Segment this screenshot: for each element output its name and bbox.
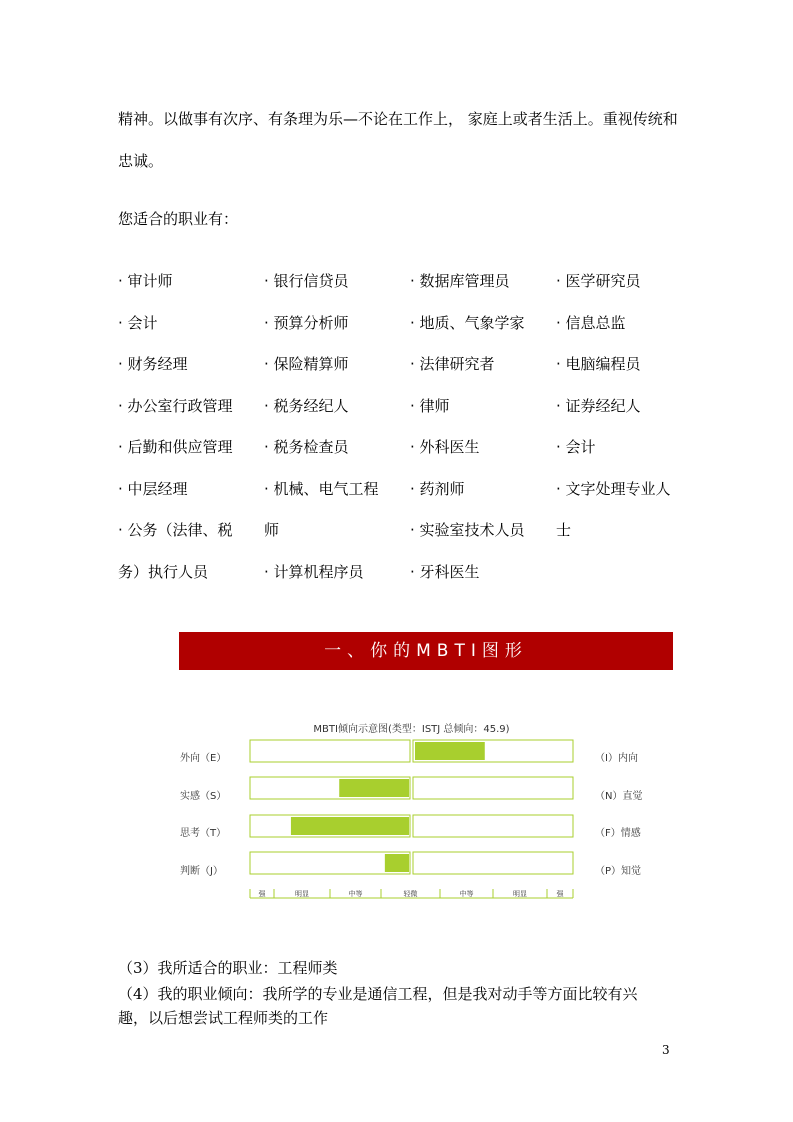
career-item: · 办公室行政管理	[118, 397, 233, 415]
careers-heading: 您适合的职业有：	[118, 210, 239, 228]
chart-track-right	[413, 815, 573, 837]
chart-scale-label: 强	[258, 890, 266, 898]
chart-track-left	[250, 852, 410, 874]
career-item: · 会计	[556, 438, 596, 456]
career-item: 务）执行人员	[118, 563, 209, 581]
chart-left-label: 判断（J）	[180, 866, 223, 877]
chart-scale-label: 明显	[295, 890, 309, 898]
chart-track-right	[413, 740, 573, 762]
chart-track-right	[413, 777, 573, 799]
career-item: · 后勤和供应管理	[118, 438, 233, 456]
career-item: · 税务经纪人	[264, 397, 349, 415]
chart-scale-label: 明显	[513, 890, 527, 898]
career-item: · 证券经纪人	[556, 397, 641, 415]
chart-track-left	[250, 740, 410, 762]
chart-right-label: （N）直觉	[595, 791, 643, 802]
chart-track-right	[413, 852, 573, 874]
career-item: · 税务检查员	[264, 438, 349, 456]
chart-scale-label: 强	[556, 890, 564, 898]
career-item: · 公务（法律、税	[118, 521, 233, 539]
career-item: · 审计师	[118, 272, 173, 290]
chart-left-label: 实感（S）	[180, 791, 227, 802]
conclusion-line-2: （4）我的职业倾向：我所学的专业是通信工程，但是我对动手等方面比较有兴	[118, 985, 638, 1003]
conclusion-line-1: （3）我所适合的职业：工程师类	[118, 959, 338, 977]
chart-left-label: 思考（T）	[180, 828, 227, 839]
chart-right-label: （P）知觉	[595, 866, 642, 877]
career-item: · 实验室技术人员	[410, 521, 525, 539]
chart-title: MBTI倾向示意图(类型：ISTJ 总倾向：45.9)	[313, 724, 510, 735]
chart-track-left	[250, 777, 410, 799]
chart-scale-label: 轻微	[403, 890, 418, 898]
career-item: · 地质、气象学家	[410, 314, 525, 332]
chart-bar-e-i	[415, 742, 485, 760]
chart-scale-label: 中等	[348, 890, 363, 898]
chart-right-label: （F）情感	[595, 828, 641, 839]
career-item: · 保险精算师	[264, 355, 349, 373]
career-item: · 医学研究员	[556, 272, 641, 290]
career-item: 士	[556, 521, 572, 539]
career-item: · 银行信贷员	[264, 272, 349, 290]
career-item: · 机械、电气工程	[264, 480, 379, 498]
intro-line-2: 忠诚。	[118, 152, 164, 170]
career-item: · 药剂师	[410, 480, 465, 498]
career-item: · 外科医生	[410, 438, 480, 456]
career-item: · 牙科医生	[410, 563, 480, 581]
career-item: · 预算分析师	[264, 314, 349, 332]
career-item: · 律师	[410, 397, 450, 415]
career-item: · 电脑编程员	[556, 355, 641, 373]
career-item: · 数据库管理员	[410, 272, 510, 290]
career-item: · 会计	[118, 314, 158, 332]
chart-track-left	[250, 815, 410, 837]
chart-right-label: （I）内向	[595, 753, 638, 764]
page-number: 3	[662, 1043, 670, 1057]
chart-bar-j-p	[385, 854, 409, 872]
career-item: · 中层经理	[118, 480, 188, 498]
chart-left-label: 外向（E）	[180, 753, 227, 764]
career-item: 师	[264, 521, 280, 539]
career-item: · 信息总监	[556, 314, 626, 332]
section-banner: 一、你的MBTI图形	[179, 632, 673, 670]
intro-line-1: 精神。以做事有次序、有条理为乐—不论在工作上， 家庭上或者生活上。重视传统和	[118, 110, 678, 128]
chart-scale-label: 中等	[459, 890, 474, 898]
career-item: · 文字处理专业人	[556, 480, 671, 498]
career-item: · 计算机程序员	[264, 563, 364, 581]
conclusion-line-3: 趣，以后想尝试工程师类的工作	[118, 1009, 329, 1027]
career-item: · 法律研究者	[410, 355, 495, 373]
chart-bar-t-f	[291, 817, 409, 835]
chart-bar-s-n	[339, 779, 409, 797]
career-item: · 财务经理	[118, 355, 188, 373]
